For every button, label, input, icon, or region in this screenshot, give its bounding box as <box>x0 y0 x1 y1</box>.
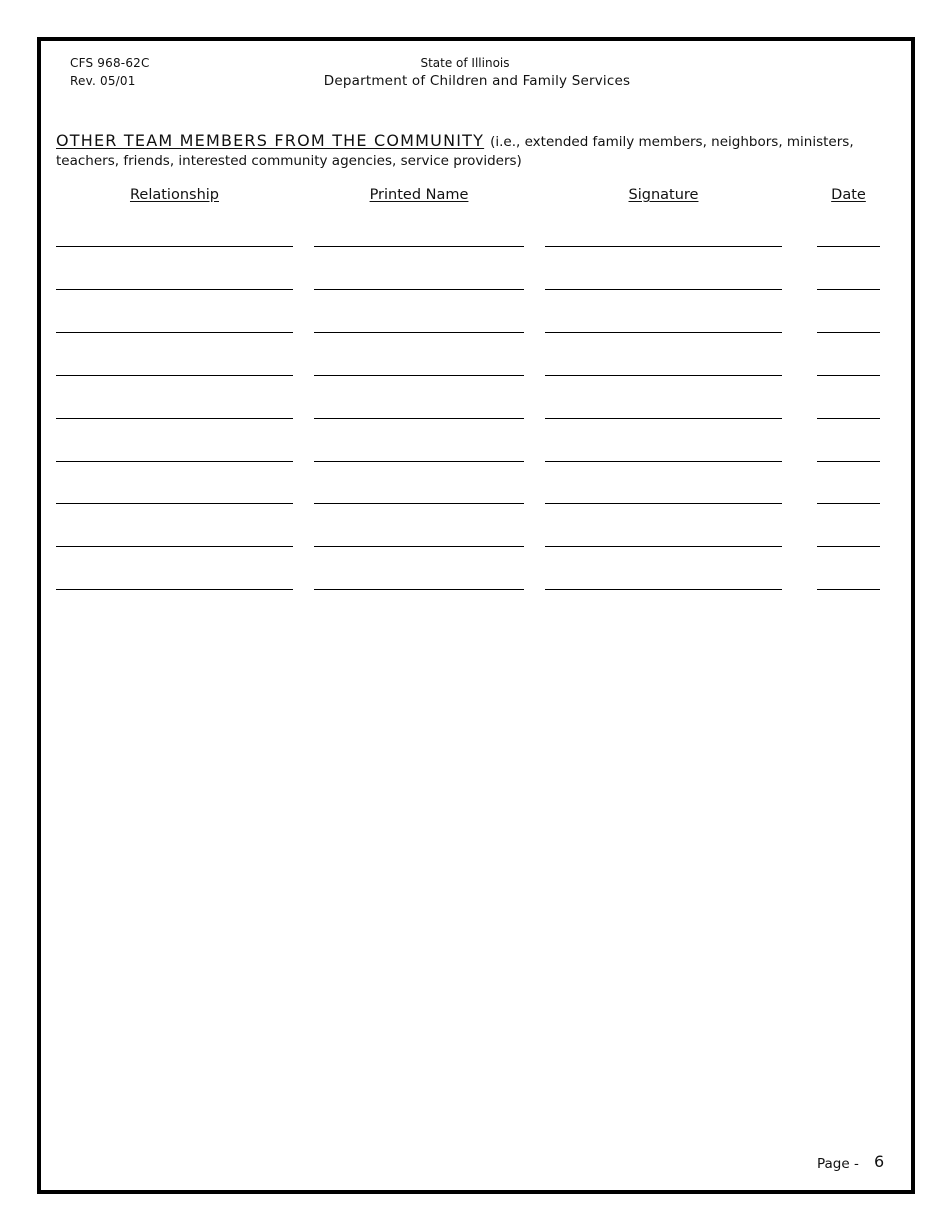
relationship-line[interactable] <box>56 289 293 290</box>
signature-line[interactable] <box>545 418 782 419</box>
signature-line[interactable] <box>545 503 782 504</box>
signature-line[interactable] <box>545 332 782 333</box>
signature-line[interactable] <box>545 546 782 547</box>
column-header-signature: Signature <box>628 187 699 203</box>
form-number: CFS 968-62C <box>70 56 150 70</box>
printed-name-line[interactable] <box>314 589 524 590</box>
relationship-line[interactable] <box>56 503 293 504</box>
relationship-line[interactable] <box>56 375 293 376</box>
date-line[interactable] <box>817 503 880 504</box>
page-label: Page - <box>817 1156 859 1172</box>
page-border <box>37 37 915 1194</box>
relationship-line[interactable] <box>56 461 293 462</box>
column-header-printed-name: Printed Name <box>369 187 469 203</box>
column-header-date: Date <box>831 187 866 203</box>
column-header-relationship: Relationship <box>129 187 219 203</box>
relationship-line[interactable] <box>56 246 293 247</box>
date-line[interactable] <box>817 461 880 462</box>
relationship-line[interactable] <box>56 546 293 547</box>
section-heading <box>56 131 896 171</box>
section-description: (i.e., extended family members, neighbors, ministers, teachers, friends, interested community agencies, service providers) <box>56 134 854 169</box>
signature-line[interactable] <box>545 589 782 590</box>
date-line[interactable] <box>817 289 880 290</box>
page-number: 6 <box>874 1152 885 1171</box>
signature-line[interactable] <box>545 289 782 290</box>
date-line[interactable] <box>817 246 880 247</box>
printed-name-line[interactable] <box>314 503 524 504</box>
relationship-line[interactable] <box>56 332 293 333</box>
printed-name-line[interactable] <box>314 375 524 376</box>
printed-name-line[interactable] <box>314 246 524 247</box>
state-name: State of Illinois <box>420 56 510 70</box>
printed-name-line[interactable] <box>314 332 524 333</box>
printed-name-line[interactable] <box>314 546 524 547</box>
date-line[interactable] <box>817 418 880 419</box>
printed-name-line[interactable] <box>314 418 524 419</box>
relationship-line[interactable] <box>56 418 293 419</box>
printed-name-line[interactable] <box>314 289 524 290</box>
date-line[interactable] <box>817 375 880 376</box>
printed-name-line[interactable] <box>314 461 524 462</box>
signature-line[interactable] <box>545 246 782 247</box>
date-line[interactable] <box>817 332 880 333</box>
signature-line[interactable] <box>545 375 782 376</box>
revision-date: Rev. 05/01 <box>70 74 136 88</box>
section-title: OTHER TEAM MEMBERS FROM THE COMMUNITY <box>56 131 485 150</box>
date-line[interactable] <box>817 589 880 590</box>
date-line[interactable] <box>817 546 880 547</box>
relationship-line[interactable] <box>56 589 293 590</box>
signature-line[interactable] <box>545 461 782 462</box>
department-name: Department of Children and Family Services <box>323 73 631 89</box>
